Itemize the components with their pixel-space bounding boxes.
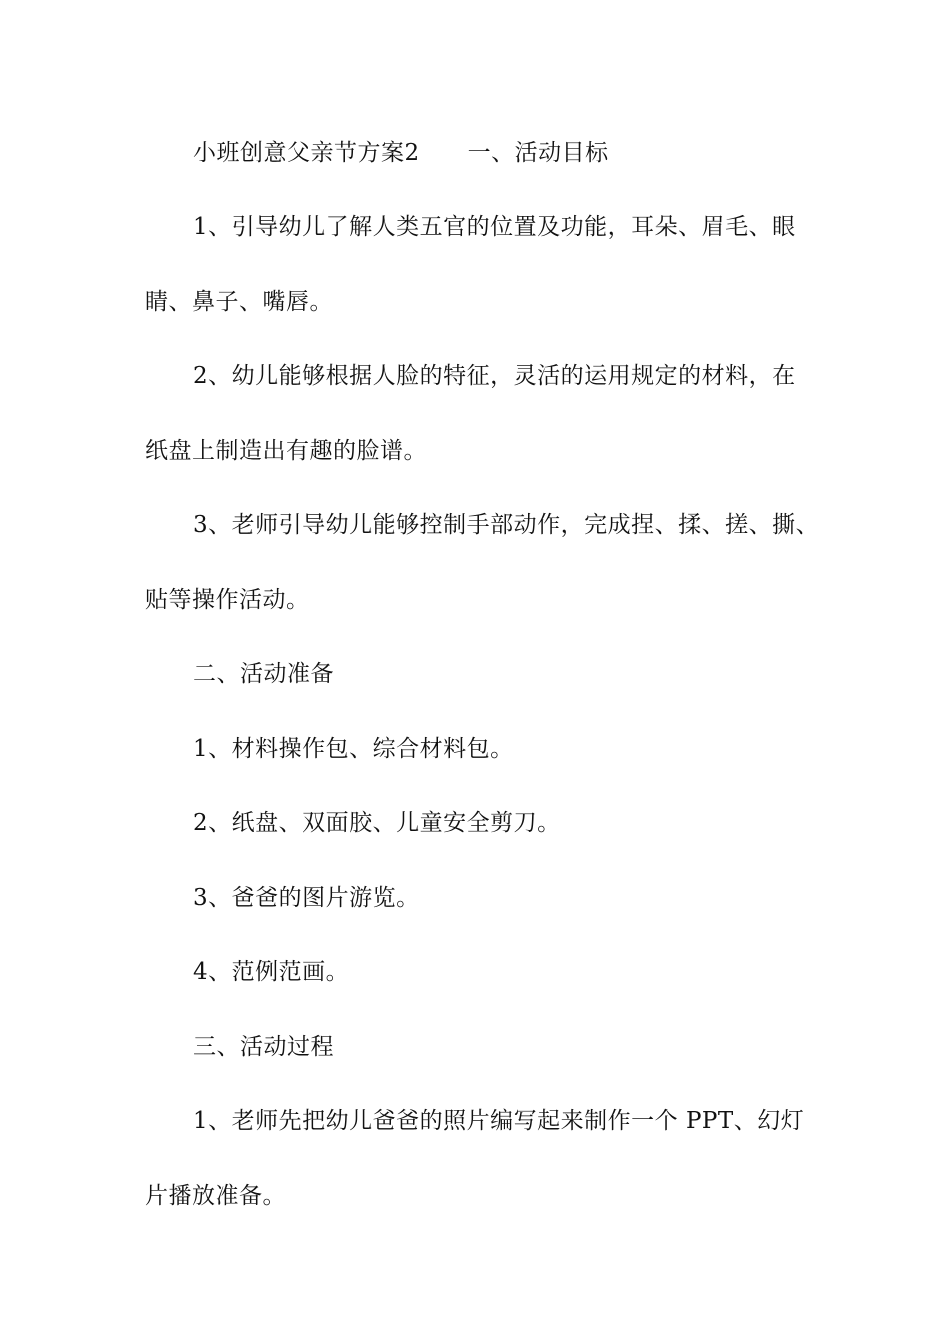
section-heading-goals: 一、活动目标 <box>467 140 609 166</box>
goal-2-line-2: 纸盘上制造出有趣的脸谱。 <box>145 438 427 464</box>
section-heading-process: 三、活动过程 <box>193 1034 334 1060</box>
preparation-item-1: 1、材料操作包、综合材料包。 <box>193 736 514 762</box>
goal-3-line-2: 贴等操作活动。 <box>145 587 310 613</box>
section-heading-preparation: 二、活动准备 <box>193 661 334 687</box>
goal-3-line-1: 3、老师引导幼儿能够控制手部动作，完成捏、揉、搓、撕、 <box>193 512 820 538</box>
title-line <box>193 138 609 168</box>
preparation-item-3: 3、爸爸的图片游览。 <box>193 885 420 911</box>
document-title: 小班创意父亲节方案2 <box>193 140 420 166</box>
preparation-item-2: 2、纸盘、双面胶、儿童安全剪刀。 <box>193 810 561 836</box>
preparation-item-4: 4、范例范画。 <box>193 959 350 985</box>
process-item-1-line-1: 1、老师先把幼儿爸爸的照片编写起来制作一个 PPT、幻灯 <box>193 1108 805 1134</box>
process-item-1-line-2: 片播放准备。 <box>145 1183 286 1209</box>
goal-1-line-2: 睛、鼻子、嘴唇。 <box>145 289 333 315</box>
goal-2-line-1: 2、幼儿能够根据人脸的特征，灵活的运用规定的材料，在 <box>193 363 796 389</box>
goal-1-line-1: 1、引导幼儿了解人类五官的位置及功能，耳朵、眉毛、眼 <box>193 214 796 240</box>
